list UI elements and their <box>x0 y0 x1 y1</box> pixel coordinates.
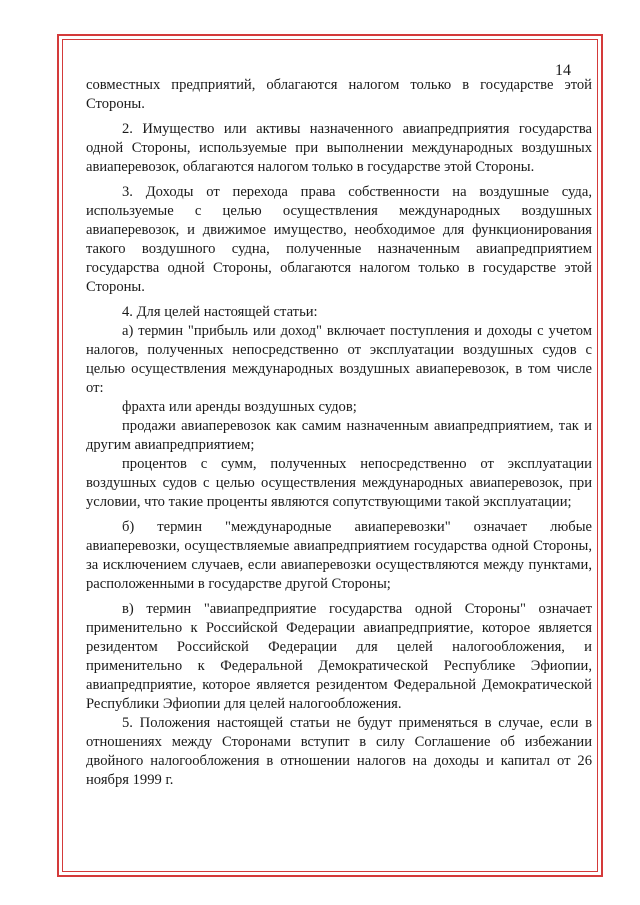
paragraph-subitem-a-interest: процентов с сумм, полученных непосредственно от эксплуатации воздушных судов с целью осуществления международных авиаперевозок, при условии, что такие проценты являются сопутствующими такой эксплуатации; <box>86 456 592 510</box>
paragraph-subitem-b: б) термин "международные авиаперевозки" означает любые авиаперевозки, осуществляемые авиапредприятием государства одной Стороны, за исключением случаев, если авиаперевозки осуществляются между пунктами, расположенными в государстве другой Стороны; <box>86 519 592 592</box>
page-number: 14 <box>555 62 571 79</box>
paragraph-item-4: 4. Для целей настоящей статьи: <box>122 304 318 320</box>
paragraph-item-3: 3. Доходы от перехода права собственности на воздушные суда, используемые с целью осуществления международных воздушных авиаперевозок, и движимое имущество, необходимое для функционирования такого воздушного судна, полученные назначенным авиапредприятием государства одной Стороны, облагаются налогом только в государстве этой Стороны. <box>86 184 592 295</box>
paragraph-item-2: 2. Имущество или активы назначенного авиапредприятия государства одной Стороны, используемые при выполнении международных воздушных авиаперевозок, облагаются налогом только в государстве этой Стороны. <box>86 121 592 175</box>
paragraph-continuation: совместных предприятий, облагаются налогом только в государстве этой Стороны. <box>86 77 592 112</box>
paragraph-subitem-a-charter: фрахта или аренды воздушных судов; <box>122 399 357 415</box>
paragraph-subitem-v: в) термин "авиапредприятие государства одной Стороны" означает применительно к Российской Федерации авиапредприятие, которое является резидентом Российской Федерации для целей налогообложения, и применительно к Федеральной Демократической Республике Эфиопии, авиапредприятие, которое является резидентом Федеральной Демократической Республики Эфиопии для целей налогообложения. <box>86 601 592 712</box>
paragraph-subitem-a: а) термин "прибыль или доход" включает поступления и доходы с учетом налогов, полученных непосредственно от эксплуатации воздушных судов с целью осуществления международных воздушных авиаперевозок, в том числе от: <box>86 323 592 396</box>
paragraph-subitem-a-sales: продажи авиаперевозок как самим назначенным авиапредприятием, так и другим авиапредприятием; <box>86 418 592 453</box>
paragraph-item-5: 5. Положения настоящей статьи не будут применяться в случае, если в отношениях между Сторонами вступит в силу Соглашение об избежании двойного налогообложения в отношении налогов на доходы и капитал от 26 ноября 1999 г. <box>86 715 592 788</box>
document-body <box>86 76 592 790</box>
